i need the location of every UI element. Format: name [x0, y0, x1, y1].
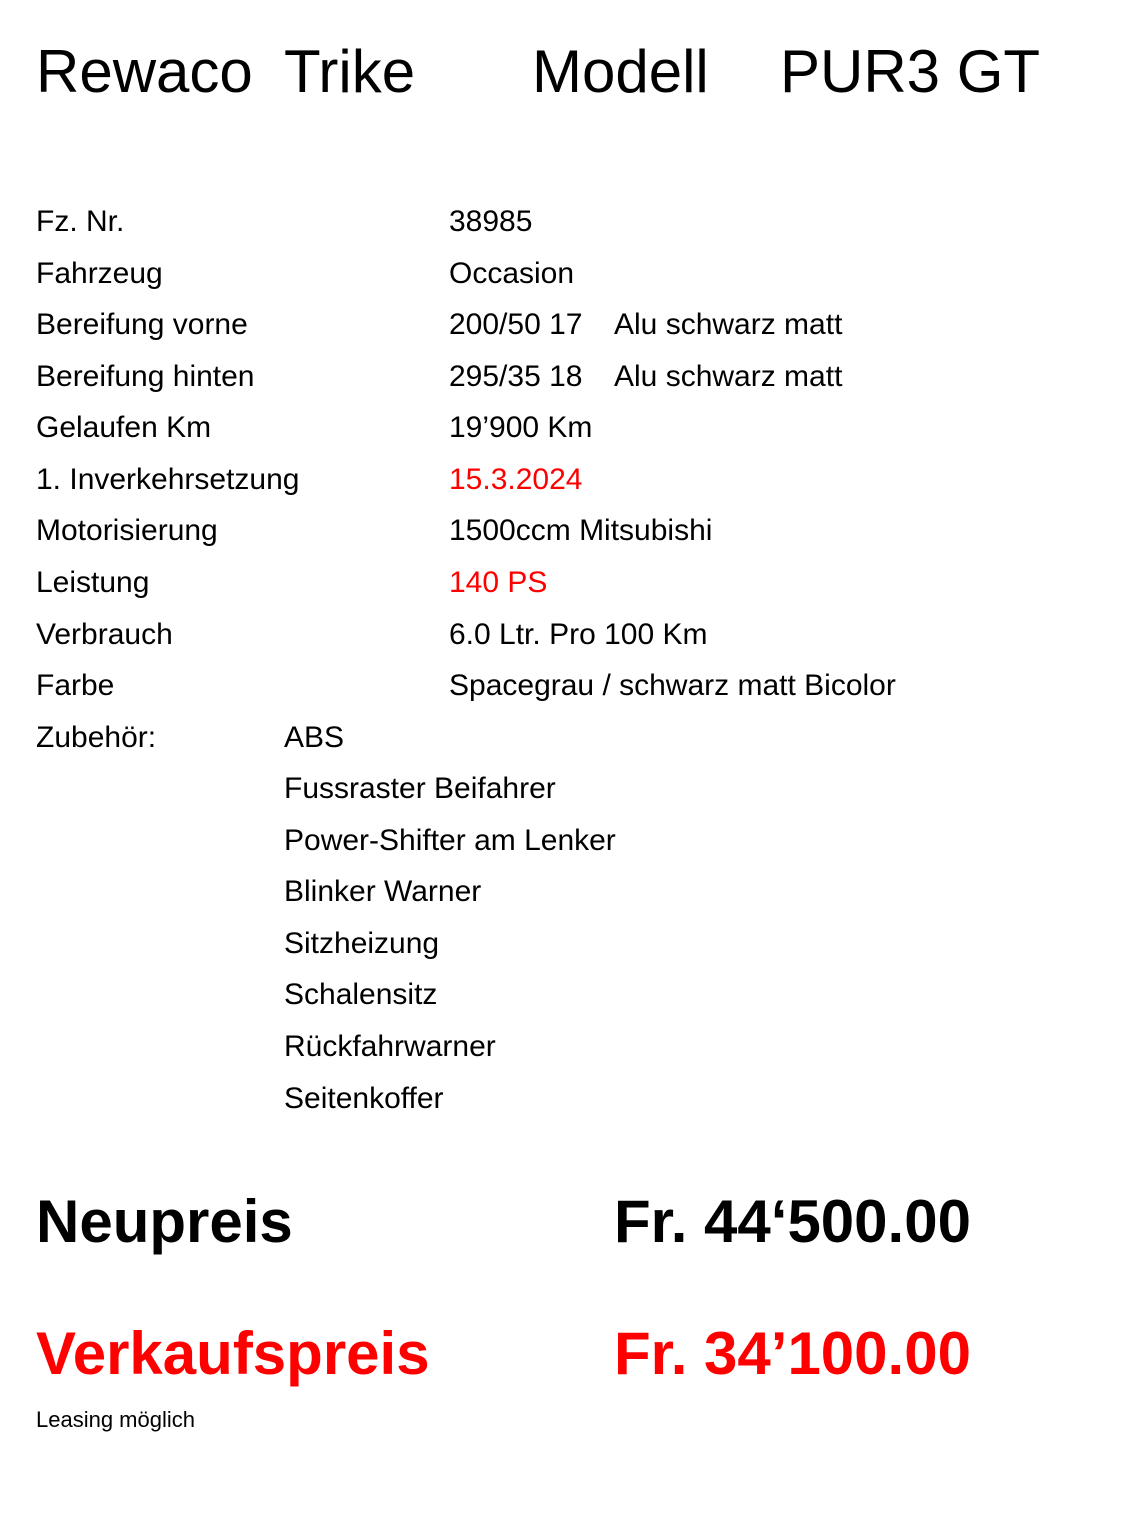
- spec-label-verbrauch: Verbrauch: [36, 618, 173, 651]
- sale-price-label: Verkaufspreis: [36, 1320, 430, 1387]
- accessory-item: Blinker Warner: [284, 875, 482, 908]
- new-price-label: Neupreis: [36, 1188, 293, 1255]
- spec-label-bereifung-vorne: Bereifung vorne: [36, 308, 248, 341]
- spec-value-motorisierung: 1500ccm Mitsubishi: [449, 514, 713, 547]
- title-model-value: PUR3 GT: [780, 38, 1041, 105]
- spec-value-gelaufen-km: 19’900 Km: [449, 411, 593, 444]
- title-vehicle-type: Trike: [284, 38, 416, 105]
- sale-price-value: Fr. 34’100.00: [614, 1320, 971, 1387]
- spec-value-inverkehrsetzung: 15.3.2024: [449, 463, 583, 496]
- spec-value2-bereifung-vorne: Alu schwarz matt: [614, 308, 843, 341]
- spec-value-bereifung-vorne: 200/50 17: [449, 308, 583, 341]
- new-price-value: Fr. 44‘500.00: [614, 1188, 971, 1255]
- accessories-label: Zubehör:: [36, 721, 157, 754]
- accessory-item: Sitzheizung: [284, 927, 440, 960]
- accessory-item: Fussraster Beifahrer: [284, 772, 556, 805]
- spec-label-bereifung-hinten: Bereifung hinten: [36, 360, 255, 393]
- spec-value-fahrzeug: Occasion: [449, 257, 575, 290]
- spec-value-verbrauch: 6.0 Ltr. Pro 100 Km: [449, 618, 708, 651]
- accessory-item: Power-Shifter am Lenker: [284, 824, 616, 857]
- spec-label-fahrzeug: Fahrzeug: [36, 257, 163, 290]
- accessory-item: Seitenkoffer: [284, 1082, 444, 1115]
- spec-label-gelaufen-km: Gelaufen Km: [36, 411, 212, 444]
- title-model-label: Modell: [532, 38, 709, 105]
- spec-value-farbe: Spacegrau / schwarz matt Bicolor: [449, 669, 896, 702]
- spec-value-fz-nr: 38985: [449, 205, 533, 238]
- spec-value-leistung: 140 PS: [449, 566, 548, 599]
- spec-label-leistung: Leistung: [36, 566, 150, 599]
- spec-value-bereifung-hinten: 295/35 18: [449, 360, 583, 393]
- spec-label-inverkehrsetzung: 1. Inverkehrsetzung: [36, 463, 300, 496]
- accessory-item: Schalensitz: [284, 978, 438, 1011]
- spec-value2-bereifung-hinten: Alu schwarz matt: [614, 360, 843, 393]
- spec-label-farbe: Farbe: [36, 669, 115, 702]
- accessory-item: Rückfahrwarner: [284, 1030, 496, 1063]
- leasing-note: Leasing möglich: [36, 1407, 195, 1432]
- spec-label-motorisierung: Motorisierung: [36, 514, 218, 547]
- title-brand: Rewaco: [36, 38, 253, 105]
- spec-label-fz-nr: Fz. Nr.: [36, 205, 125, 238]
- accessory-item: ABS: [284, 721, 345, 754]
